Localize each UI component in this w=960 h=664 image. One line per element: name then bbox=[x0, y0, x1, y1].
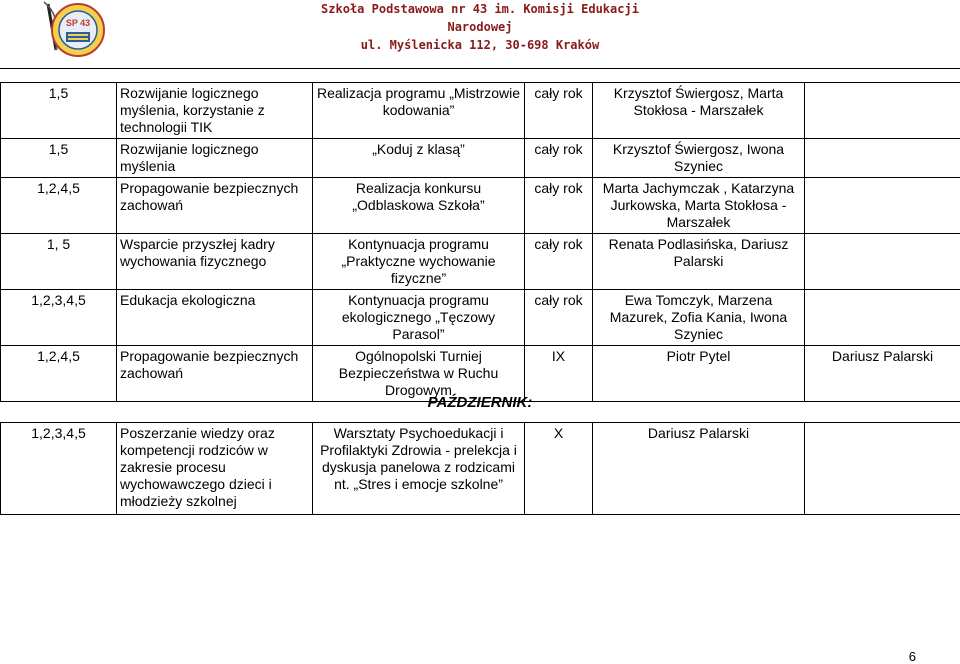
cell-time: cały rok bbox=[525, 234, 593, 290]
cell-responsible: Marta Jachymczak , Katarzyna Jurkowska, Marta Stokłosa - Marszałek bbox=[593, 178, 805, 234]
cell-responsible: Ewa Tomczyk, Marzena Mazurek, Zofia Kania, Iwona Szyniec bbox=[593, 290, 805, 346]
table-row bbox=[1, 423, 960, 515]
cell-responsible: Dariusz Palarski bbox=[593, 423, 805, 515]
table-row bbox=[1, 178, 960, 234]
cell-task: Realizacja konkursu „Odblaskowa Szkoła” bbox=[313, 178, 525, 234]
school-address-line: ul. Myślenicka 112, 30-698 Kraków bbox=[300, 36, 660, 54]
cell-time: IX bbox=[525, 346, 593, 402]
cell-responsible: Krzysztof Świergosz, Marta Stokłosa - Marszałek bbox=[593, 83, 805, 139]
cell-responsible: Renata Podlasińska, Dariusz Palarski bbox=[593, 234, 805, 290]
cell-cooperation bbox=[805, 234, 960, 290]
month-heading: PAŹDZIERNIK: bbox=[0, 394, 960, 411]
cell-area: Edukacja ekologiczna bbox=[117, 290, 313, 346]
table-row bbox=[1, 234, 960, 290]
cell-cooperation bbox=[805, 423, 960, 515]
cell-task: Ogólnopolski Turniej Bezpieczeństwa w Ruchu Drogowym bbox=[313, 346, 525, 402]
cell-area: Wsparcie przyszłej kadry wychowania fizycznego bbox=[117, 234, 313, 290]
school-logo bbox=[34, 0, 118, 60]
cell-responsible: Piotr Pytel bbox=[593, 346, 805, 402]
cell-task: Kontynuacja programu „Praktyczne wychowanie fizyczne” bbox=[313, 234, 525, 290]
cell-area: Propagowanie bezpiecznych zachowań bbox=[117, 178, 313, 234]
cell-cooperation bbox=[805, 290, 960, 346]
cell-time: cały rok bbox=[525, 178, 593, 234]
cell-cooperation bbox=[805, 83, 960, 139]
cell-task: „Koduj z klasą” bbox=[313, 139, 525, 178]
cell-area: Poszerzanie wiedzy oraz kompetencji rodziców w zakresie procesu wychowawczego dzieci i młodzieży szkolnej bbox=[117, 423, 313, 515]
cell-time: cały rok bbox=[525, 83, 593, 139]
cell-number: 1,2,4,5 bbox=[1, 346, 117, 402]
cell-number: 1,2,3,4,5 bbox=[1, 423, 117, 515]
cell-responsible: Krzysztof Świergosz, Iwona Szyniec bbox=[593, 139, 805, 178]
table-row bbox=[1, 83, 960, 139]
activities-table bbox=[0, 82, 960, 402]
cell-task: Kontynuacja programu ekologicznego „Tęczowy Parasol” bbox=[313, 290, 525, 346]
cell-number: 1,2,3,4,5 bbox=[1, 290, 117, 346]
cell-cooperation bbox=[805, 139, 960, 178]
october-table bbox=[0, 422, 960, 515]
cell-area: Rozwijanie logicznego myślenia, korzystanie z technologii TIK bbox=[117, 83, 313, 139]
table-row bbox=[1, 139, 960, 178]
cell-time: cały rok bbox=[525, 139, 593, 178]
cell-number: 1,5 bbox=[1, 83, 117, 139]
cell-time: cały rok bbox=[525, 290, 593, 346]
cell-time: X bbox=[525, 423, 593, 515]
school-name-line2: Narodowej bbox=[300, 18, 660, 36]
school-address bbox=[300, 0, 660, 54]
cell-cooperation: Dariusz Palarski bbox=[805, 346, 960, 402]
cell-number: 1,2,4,5 bbox=[1, 178, 117, 234]
school-name-line1: Szkoła Podstawowa nr 43 im. Komisji Edukacji bbox=[300, 0, 660, 18]
cell-area: Rozwijanie logicznego myślenia bbox=[117, 139, 313, 178]
cell-task: Warsztaty Psychoedukacji i Profilaktyki Zdrowia - prelekcja i dyskusja panelowa z rodzicami nt. „Stres i emocje szkolne” bbox=[313, 423, 525, 515]
svg-text:SP 43: SP 43 bbox=[66, 18, 90, 28]
cell-area: Propagowanie bezpiecznych zachowań bbox=[117, 346, 313, 402]
cell-task: Realizacja programu „Mistrzowie kodowania” bbox=[313, 83, 525, 139]
table-row bbox=[1, 290, 960, 346]
page-header bbox=[0, 0, 960, 62]
cell-cooperation bbox=[805, 178, 960, 234]
header-divider bbox=[0, 68, 960, 69]
page-number: 6 bbox=[909, 649, 916, 664]
cell-number: 1,5 bbox=[1, 139, 117, 178]
cell-number: 1, 5 bbox=[1, 234, 117, 290]
